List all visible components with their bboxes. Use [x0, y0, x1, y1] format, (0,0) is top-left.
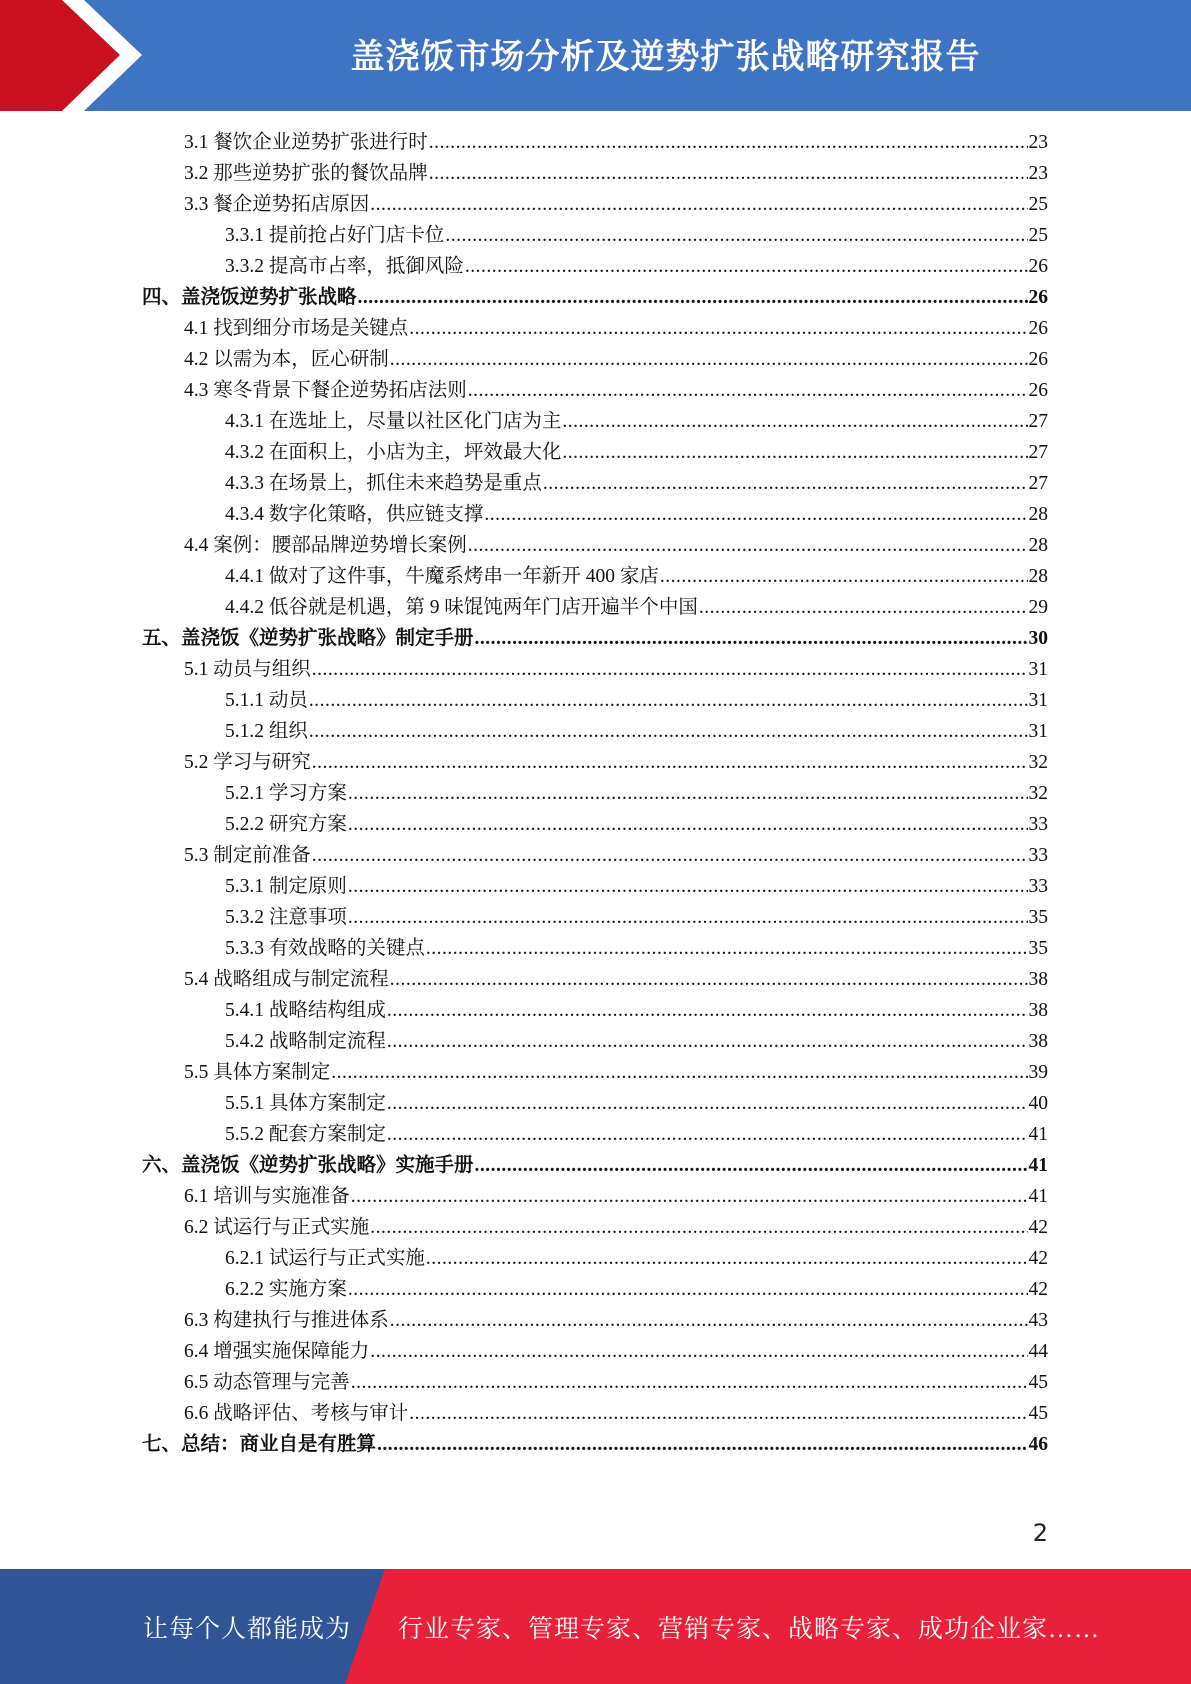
toc-dot-leader — [351, 1367, 1028, 1398]
toc-dot-leader — [390, 344, 1028, 375]
toc-dot-leader — [484, 499, 1027, 530]
toc-dot-leader — [468, 530, 1028, 561]
toc-entry-label: 5.5.2 配套方案制定 — [225, 1124, 386, 1145]
toc-dot-leader — [390, 1305, 1028, 1336]
header-chevron-graphic — [0, 0, 160, 111]
toc-entry[interactable] — [184, 1336, 1048, 1367]
toc-entry[interactable] — [225, 871, 1048, 902]
toc-entry[interactable] — [225, 995, 1048, 1026]
toc-entry[interactable] — [184, 530, 1048, 561]
toc-entry[interactable] — [225, 561, 1048, 592]
toc-entry[interactable] — [225, 499, 1048, 530]
toc-entry[interactable] — [225, 685, 1048, 716]
toc-entry-page: 28 — [1028, 504, 1048, 525]
toc-entry-label: 5.4.2 战略制定流程 — [225, 1031, 386, 1052]
toc-dot-leader — [429, 158, 1028, 189]
toc-entry-page: 27 — [1028, 442, 1048, 463]
toc-entry-label: 4.1 找到细分市场是关键点 — [184, 318, 409, 339]
toc-entry-page: 38 — [1028, 1000, 1048, 1021]
toc-entry-page: 32 — [1028, 783, 1048, 804]
toc-dot-leader — [409, 313, 1027, 344]
toc-entry[interactable] — [184, 840, 1048, 871]
toc-entry[interactable] — [225, 1026, 1048, 1057]
toc-entry-page: 46 — [1028, 1434, 1048, 1455]
toc-entry[interactable] — [184, 375, 1048, 406]
toc-entry-label: 4.4.2 低谷就是机遇，第 9 味馄饨两年门店开遍半个中国 — [225, 597, 698, 618]
toc-dot-leader — [660, 561, 1028, 592]
toc-dot-leader — [465, 251, 1028, 282]
toc-entry-page: 25 — [1028, 194, 1048, 215]
toc-dot-leader — [387, 1026, 1028, 1057]
toc-dot-leader — [562, 406, 1027, 437]
toc-entry[interactable] — [184, 313, 1048, 344]
toc-entry-page: 23 — [1028, 163, 1048, 184]
toc-entry-label: 4.3 寒冬背景下餐企逆势拓店法则 — [184, 380, 467, 401]
toc-entry-label: 4.3.1 在选址上，尽量以社区化门店为主 — [225, 411, 562, 432]
toc-entry-page: 26 — [1028, 287, 1048, 308]
toc-entry-label: 五、盖浇饭《逆势扩张战略》制定手册 — [142, 628, 474, 649]
page-header — [0, 0, 1191, 111]
toc-dot-leader — [312, 654, 1028, 685]
toc-entry-page: 27 — [1028, 411, 1048, 432]
toc-entry-page: 23 — [1028, 132, 1048, 153]
toc-dot-leader — [348, 871, 1028, 902]
toc-dot-leader — [348, 902, 1028, 933]
toc-dot-leader — [312, 747, 1028, 778]
toc-entry[interactable] — [225, 251, 1048, 282]
toc-entry-label: 5.1 动员与组织 — [184, 659, 311, 680]
toc-entry[interactable] — [225, 778, 1048, 809]
toc-entry-page: 44 — [1028, 1341, 1048, 1362]
toc-dot-leader — [358, 282, 1028, 313]
toc-dot-leader — [312, 840, 1028, 871]
toc-entry[interactable] — [184, 1398, 1048, 1429]
toc-dot-leader — [543, 468, 1028, 499]
toc-dot-leader — [475, 623, 1028, 654]
toc-entry-page: 26 — [1028, 256, 1048, 277]
toc-entry[interactable] — [184, 127, 1048, 158]
toc-entry-label: 5.3.1 制定原则 — [225, 876, 347, 897]
toc-entry-label: 6.4 增强实施保障能力 — [184, 1341, 370, 1362]
toc-entry[interactable] — [142, 1429, 1048, 1460]
toc-entry[interactable] — [225, 809, 1048, 840]
toc-entry-page: 31 — [1028, 721, 1048, 742]
toc-entry-label: 4.3.2 在面积上，小店为主，坪效最大化 — [225, 442, 562, 463]
toc-dot-leader — [390, 964, 1028, 995]
toc-entry-label: 5.3.2 注意事项 — [225, 907, 347, 928]
toc-entry-label: 5.5.1 具体方案制定 — [225, 1093, 386, 1114]
toc-entry-label: 5.2.2 研究方案 — [225, 814, 347, 835]
toc-dot-leader — [699, 592, 1028, 623]
toc-entry-label: 5.1.1 动员 — [225, 690, 308, 711]
toc-dot-leader — [426, 933, 1028, 964]
toc-entry-page: 26 — [1028, 318, 1048, 339]
toc-entry-page: 43 — [1028, 1310, 1048, 1331]
toc-entry-label: 6.5 动态管理与完善 — [184, 1372, 350, 1393]
toc-entry-label: 6.6 战略评估、考核与审计 — [184, 1403, 409, 1424]
toc-entry-label: 3.3.1 提前抢占好门店卡位 — [225, 225, 445, 246]
toc-entry-page: 42 — [1028, 1217, 1048, 1238]
toc-entry[interactable] — [184, 189, 1048, 220]
footer-slogan-left: 让每个人都能成为 — [143, 1615, 352, 1643]
page-footer — [0, 1569, 1191, 1684]
toc-entry-label: 4.3.3 在场景上，抓住未来趋势是重点 — [225, 473, 542, 494]
toc-entry-page: 25 — [1028, 225, 1048, 246]
toc-entry-page: 29 — [1028, 597, 1048, 618]
toc-entry[interactable] — [225, 716, 1048, 747]
toc-entry-page: 39 — [1028, 1062, 1048, 1083]
toc-entry[interactable] — [225, 1088, 1048, 1119]
toc-dot-leader — [387, 1119, 1028, 1150]
toc-entry[interactable] — [184, 747, 1048, 778]
toc-entry[interactable] — [225, 437, 1048, 468]
toc-entry-page: 45 — [1028, 1403, 1048, 1424]
toc-entry[interactable] — [142, 1150, 1048, 1181]
toc-dot-leader — [445, 220, 1027, 251]
toc-entry-label: 3.1 餐饮企业逆势扩张进行时 — [184, 132, 428, 153]
toc-entry-page: 33 — [1028, 876, 1048, 897]
toc-entry[interactable] — [225, 592, 1048, 623]
toc-entry-page: 28 — [1028, 566, 1048, 587]
toc-dot-leader — [348, 1274, 1028, 1305]
toc-dot-leader — [370, 1336, 1027, 1367]
toc-dot-leader — [370, 189, 1027, 220]
toc-entry[interactable] — [225, 933, 1048, 964]
toc-entry-page: 32 — [1028, 752, 1048, 773]
toc-entry[interactable] — [225, 468, 1048, 499]
toc-dot-leader — [370, 1212, 1027, 1243]
footer-slogan-right: 行业专家、管理专家、营销专家、战略专家、成功企业家…… — [398, 1615, 1101, 1643]
toc-entry-label: 5.1.2 组织 — [225, 721, 308, 742]
toc-entry-page: 45 — [1028, 1372, 1048, 1393]
toc-entry-page: 31 — [1028, 659, 1048, 680]
toc-entry-label: 3.3 餐企逆势拓店原因 — [184, 194, 370, 215]
toc-dot-leader — [351, 1181, 1028, 1212]
toc-entry-page: 38 — [1028, 1031, 1048, 1052]
toc-entry-page: 41 — [1028, 1186, 1048, 1207]
toc-entry-label: 6.2.1 试运行与正式实施 — [225, 1248, 425, 1269]
toc-dot-leader — [468, 375, 1028, 406]
toc-entry-label: 4.2 以需为本，匠心研制 — [184, 349, 389, 370]
toc-entry[interactable] — [184, 344, 1048, 375]
toc-entry-label: 5.3 制定前准备 — [184, 845, 311, 866]
toc-entry-label: 5.2.1 学习方案 — [225, 783, 347, 804]
toc-entry-label: 4.4 案例：腰部品牌逆势增长案例 — [184, 535, 467, 556]
toc-entry-label: 六、盖浇饭《逆势扩张战略》实施手册 — [142, 1155, 474, 1176]
toc-entry-page: 42 — [1028, 1248, 1048, 1269]
toc-entry-label: 七、总结：商业自是有胜算 — [142, 1434, 377, 1455]
toc-entry-page: 26 — [1028, 349, 1048, 370]
toc-entry-page: 42 — [1028, 1279, 1048, 1300]
toc-dot-leader — [387, 1088, 1028, 1119]
report-title: 盖浇饭市场分析及逆势扩张战略研究报告 — [350, 36, 981, 77]
toc-entry-page: 41 — [1028, 1155, 1048, 1176]
toc-entry-label: 5.5 具体方案制定 — [184, 1062, 331, 1083]
toc-entry-label: 4.4.1 做对了这件事，牛魔系烤串一年新开 400 家店 — [225, 566, 659, 587]
toc-entry[interactable] — [184, 1367, 1048, 1398]
toc-dot-leader — [429, 127, 1028, 158]
toc-entry-page: 28 — [1028, 535, 1048, 556]
toc-entry[interactable] — [184, 1057, 1048, 1088]
toc-entry-page: 35 — [1028, 938, 1048, 959]
toc-dot-leader — [348, 809, 1028, 840]
toc-entry[interactable] — [184, 1181, 1048, 1212]
toc-entry-label: 5.3.3 有效战略的关键点 — [225, 938, 425, 959]
toc-entry[interactable] — [225, 902, 1048, 933]
toc-dot-leader — [348, 778, 1028, 809]
toc-dot-leader — [377, 1429, 1027, 1460]
toc-entry-label: 5.2 学习与研究 — [184, 752, 311, 773]
toc-entry-label: 5.4.1 战略结构组成 — [225, 1000, 386, 1021]
toc-dot-leader — [562, 437, 1027, 468]
toc-dot-leader — [426, 1243, 1028, 1274]
toc-entry-page: 33 — [1028, 845, 1048, 866]
toc-entry-page: 27 — [1028, 473, 1048, 494]
toc-entry[interactable] — [225, 406, 1048, 437]
toc-entry-page: 41 — [1028, 1124, 1048, 1145]
toc-entry[interactable] — [184, 654, 1048, 685]
toc-entry-label: 6.1 培训与实施准备 — [184, 1186, 350, 1207]
toc-entry-label: 6.2.2 实施方案 — [225, 1279, 347, 1300]
toc-dot-leader — [387, 995, 1028, 1026]
toc-dot-leader — [331, 1057, 1027, 1088]
toc-entry[interactable] — [184, 1212, 1048, 1243]
toc-entry[interactable] — [225, 1243, 1048, 1274]
toc-entry[interactable] — [184, 964, 1048, 995]
toc-entry[interactable] — [225, 1274, 1048, 1305]
toc-entry[interactable] — [184, 1305, 1048, 1336]
toc-entry-label: 6.2 试运行与正式实施 — [184, 1217, 370, 1238]
toc-dot-leader — [475, 1150, 1028, 1181]
toc-entry-page: 35 — [1028, 907, 1048, 928]
page-number: 2 — [1032, 1519, 1048, 1547]
toc-entry[interactable] — [142, 282, 1048, 313]
toc-entry-page: 38 — [1028, 969, 1048, 990]
toc-entry-page: 40 — [1028, 1093, 1048, 1114]
toc-entry[interactable] — [225, 220, 1048, 251]
toc-entry-label: 4.3.4 数字化策略，供应链支撑 — [225, 504, 484, 525]
toc-entry-label: 5.4 战略组成与制定流程 — [184, 969, 389, 990]
toc-entry[interactable] — [225, 1119, 1048, 1150]
toc-entry-label: 3.2 那些逆势扩张的餐饮品牌 — [184, 163, 428, 184]
toc-entry-page: 30 — [1028, 628, 1048, 649]
toc-entry-label: 四、盖浇饭逆势扩张战略 — [142, 287, 357, 308]
toc-entry[interactable] — [184, 158, 1048, 189]
toc-dot-leader — [409, 1398, 1027, 1429]
toc-entry[interactable] — [142, 623, 1048, 654]
toc-entry-page: 33 — [1028, 814, 1048, 835]
toc-dot-leader — [309, 716, 1028, 747]
toc-dot-leader — [309, 685, 1028, 716]
toc-entry-page: 31 — [1028, 690, 1048, 711]
toc-entry-label: 3.3.2 提高市占率，抵御风险 — [225, 256, 464, 277]
toc-entry-page: 26 — [1028, 380, 1048, 401]
toc-entry-label: 6.3 构建执行与推进体系 — [184, 1310, 389, 1331]
